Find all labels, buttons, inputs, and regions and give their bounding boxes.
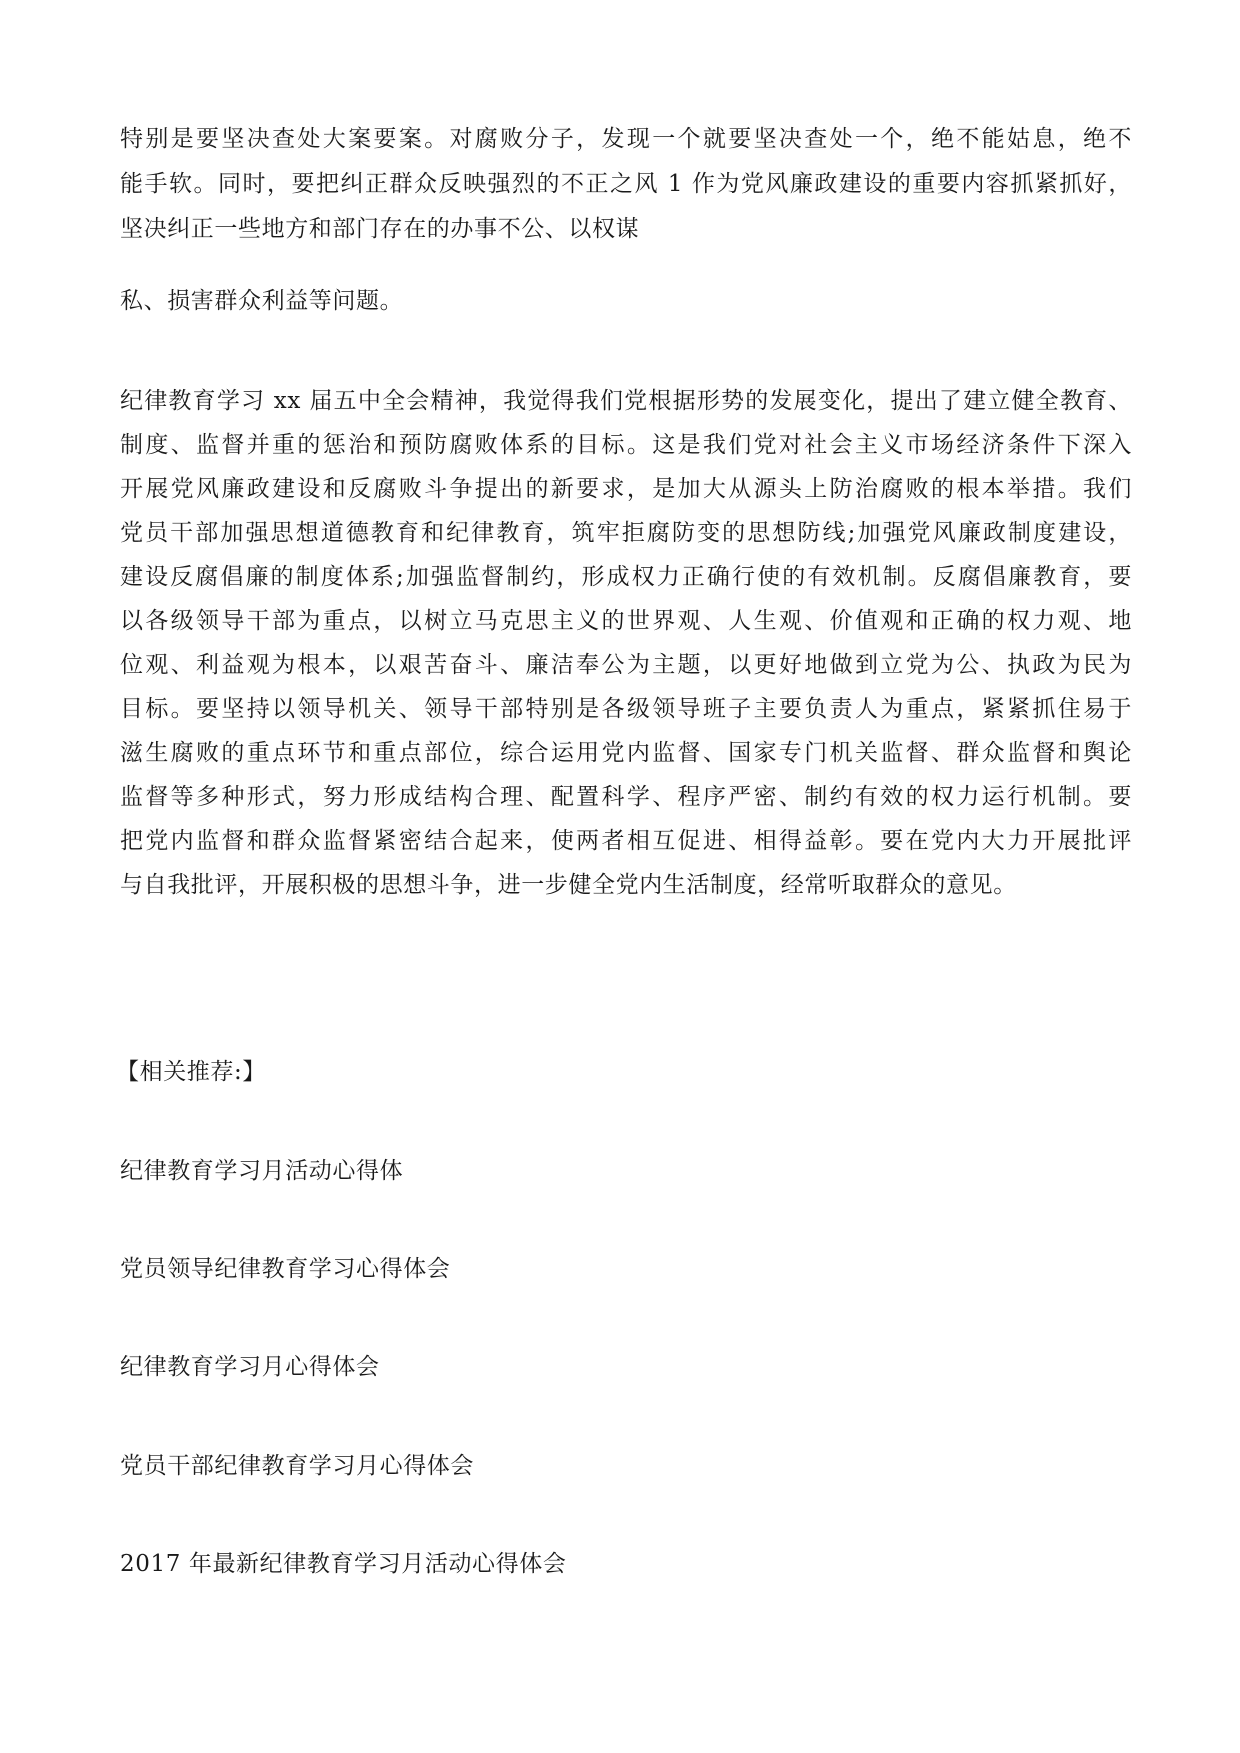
paragraph-2: 私、损害群众利益等问题。 — [120, 288, 404, 314]
paragraph-1-line: 坚决纠正一些地方和部门存在的办事不公、以权谋 — [120, 216, 640, 242]
paragraph-3-line: 纪律教育学习 xx 届五中全会精神，我觉得我们党根据形势的发展变化，提出了建立健全教育、 — [120, 388, 1132, 414]
paragraph-3-line: 制度、监督并重的惩治和预防腐败体系的目标。这是我们党对社会主义市场经济条件下深入 — [120, 432, 1132, 458]
paragraph-3-line: 位观、利益观为根本，以艰苦奋斗、廉洁奉公为主题，以更好地做到立党为公、执政为民为 — [120, 652, 1132, 678]
paragraph-1-line: 能手软。同时，要把纠正群众反映强烈的不正之风 1 作为党风廉政建设的重要内容抓紧抓好， — [120, 171, 1132, 197]
paragraph-3-line: 监督等多种形式，努力形成结构合理、配置科学、程序严密、制约有效的权力运行机制。要 — [120, 784, 1132, 810]
paragraph-3-line: 目标。要坚持以领导机关、领导干部特别是各级领导班子主要负责人为重点，紧紧抓住易于 — [120, 696, 1132, 722]
paragraph-3-line: 党员干部加强思想道德教育和纪律教育，筑牢拒腐防变的思想防线;加强党风廉政制度建设， — [120, 520, 1132, 546]
related-link[interactable]: 纪律教育学习月活动心得体 — [120, 1158, 404, 1184]
paragraph-3 — [120, 390, 1132, 897]
paragraph-3-line: 开展党风廉政建设和反腐败斗争提出的新要求，是加大从源头上防治腐败的根本举措。我们 — [120, 476, 1132, 502]
related-link[interactable]: 纪律教育学习月心得体会 — [120, 1354, 380, 1380]
related-link[interactable]: 党员领导纪律教育学习心得体会 — [120, 1256, 451, 1282]
paragraph-3-line: 建设反腐倡廉的制度体系;加强监督制约，形成权力正确行使的有效机制。反腐倡廉教育，要 — [120, 564, 1132, 590]
paragraph-1-line: 特别是要坚决查处大案要案。对腐败分子，发现一个就要坚决查处一个，绝不能姑息，绝不 — [120, 126, 1132, 152]
paragraph-3-line: 滋生腐败的重点环节和重点部位，综合运用党内监督、国家专门机关监督、群众监督和舆论 — [120, 740, 1132, 766]
related-link[interactable]: 2017 年最新纪律教育学习月活动心得体会 — [120, 1551, 567, 1577]
related-heading: 【相关推荐:】 — [116, 1059, 266, 1085]
paragraph-3-line: 与自我批评，开展积极的思想斗争，进一步健全党内生活制度，经常听取群众的意见。 — [120, 872, 1017, 898]
paragraph-3-line: 把党内监督和群众监督紧密结合起来，使两者相互促进、相得益彰。要在党内大力开展批评 — [120, 828, 1132, 854]
paragraph-1 — [120, 128, 1132, 241]
related-link[interactable]: 党员干部纪律教育学习月心得体会 — [120, 1453, 474, 1479]
paragraph-3-line: 以各级领导干部为重点，以树立马克思主义的世界观、人生观、价值观和正确的权力观、地 — [120, 608, 1132, 634]
